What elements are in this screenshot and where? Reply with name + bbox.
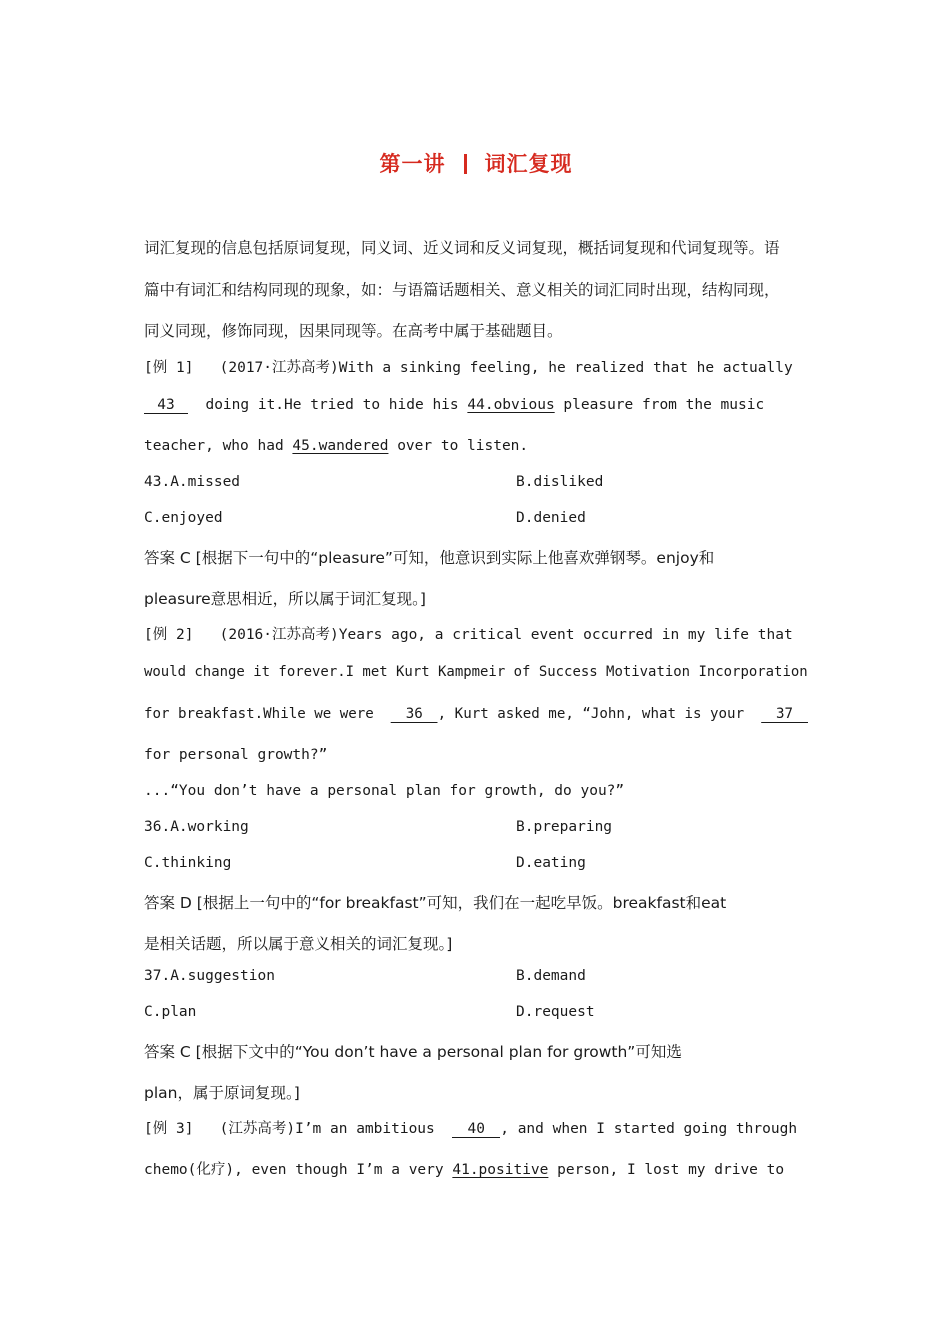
blank-43: 43: [144, 397, 188, 414]
example-3-label: [例 3]: [144, 1121, 194, 1137]
example-2-line-2: would change it forever.I met Kurt Kampmeir of Success Motivation Incorporation: [144, 664, 808, 680]
blank-40: 40: [452, 1121, 500, 1138]
example-2-label: [例 2]: [144, 627, 194, 643]
answer-43-line-2: pleasure意思相近，所以属于词汇复现。]: [144, 590, 426, 608]
option-b: B.disliked: [516, 474, 604, 490]
underlined-word-41: 41.positive: [452, 1162, 549, 1178]
answer-36-line-1: 答案 D [根据上一句中的“for breakfast”可知，我们在一起吃早饭。breakfast和eat: [144, 894, 727, 912]
option-row: [144, 819, 808, 835]
example-2-text: , Kurt asked me, “John, what is your: [437, 706, 745, 722]
option-row: [144, 855, 808, 871]
example-1-text: over to listen.: [397, 438, 529, 454]
example-1-line-2: [144, 397, 808, 414]
option-row: [144, 968, 808, 984]
lecture-number: 第一讲: [379, 152, 446, 176]
intro-line-2: 篇中有词汇和结构同现的现象，如：与语篇话题相关、意义相关的词汇同时出现，结构同现，: [144, 281, 780, 299]
blank-36: 36: [391, 706, 438, 723]
option-row: [144, 474, 808, 490]
option-c: C.enjoyed: [144, 510, 223, 526]
option-a: 43.A.missed: [144, 474, 241, 490]
example-2-line-3: [144, 706, 794, 723]
answer-37-line-1: 答案 C [根据下文中的“You don’t have a personal plan for growth”可知选: [144, 1043, 682, 1061]
example-3-line-1: [144, 1117, 808, 1138]
underlined-word-45: 45.wandered: [292, 438, 389, 454]
blank-37: 37: [761, 706, 808, 723]
example-1-line-3: [144, 438, 808, 454]
option-d: D.request: [516, 1004, 595, 1020]
example-1-line-1: [144, 356, 808, 377]
example-1-text: pleasure from the music: [563, 397, 765, 413]
example-3-text: (江苏高考)I’m an ambitious: [219, 1121, 435, 1137]
example-3-text: person, I lost my drive to: [557, 1162, 785, 1178]
option-c: C.thinking: [144, 855, 232, 871]
title-divider: [464, 154, 467, 174]
intro-line-1: 词汇复现的信息包括原词复现，同义词、近义词和反义词复现，概括词复现和代词复现等。语: [144, 239, 780, 257]
example-3-line-2: [144, 1158, 808, 1179]
option-row: [144, 1004, 808, 1020]
option-a: 36.A.working: [144, 819, 249, 835]
example-2-line-4: for personal growth?”: [144, 747, 328, 763]
example-3-text: chemo(化疗), even though I’m a very: [144, 1162, 444, 1178]
lecture-topic: 词汇复现: [484, 152, 573, 176]
option-c: C.plan: [144, 1004, 197, 1020]
underlined-word-44: 44.obvious: [467, 397, 555, 413]
example-1-text: doing it.He tried to hide his: [205, 397, 459, 413]
answer-43-line-1: 答案 C [根据下一句中的“pleasure”可知，他意识到实际上他喜欢弹钢琴。enjoy和: [144, 549, 715, 567]
option-a: 37.A.suggestion: [144, 968, 275, 984]
page-title: [144, 148, 808, 178]
option-b: B.demand: [516, 968, 586, 984]
example-2-text: for breakfast.While we were: [144, 706, 374, 722]
intro-line-3: 同义同现，修饰同现，因果同现等。在高考中属于基础题目。: [144, 322, 563, 340]
example-2-line-5: ...“You don’t have a personal plan for growth, do you?”: [144, 783, 625, 799]
example-1-source: (2017·江苏高考)With a sinking feeling, he realized that he actually: [219, 360, 793, 376]
example-3-text: , and when I started going through: [500, 1121, 798, 1137]
answer-36-line-2: 是相关话题，所以属于意义相关的词汇复现。]: [144, 935, 453, 953]
option-d: D.eating: [516, 855, 586, 871]
example-2-text: (2016·江苏高考)Years ago, a critical event occurred in my life that: [219, 627, 793, 643]
option-b: B.preparing: [516, 819, 613, 835]
option-d: D.denied: [516, 510, 586, 526]
option-row: [144, 510, 808, 526]
example-1-label: [例 1]: [144, 360, 194, 376]
example-2-line-1: [144, 623, 808, 644]
answer-37-line-2: plan，属于原词复现。]: [144, 1084, 300, 1102]
example-1-text: teacher, who had: [144, 438, 284, 454]
